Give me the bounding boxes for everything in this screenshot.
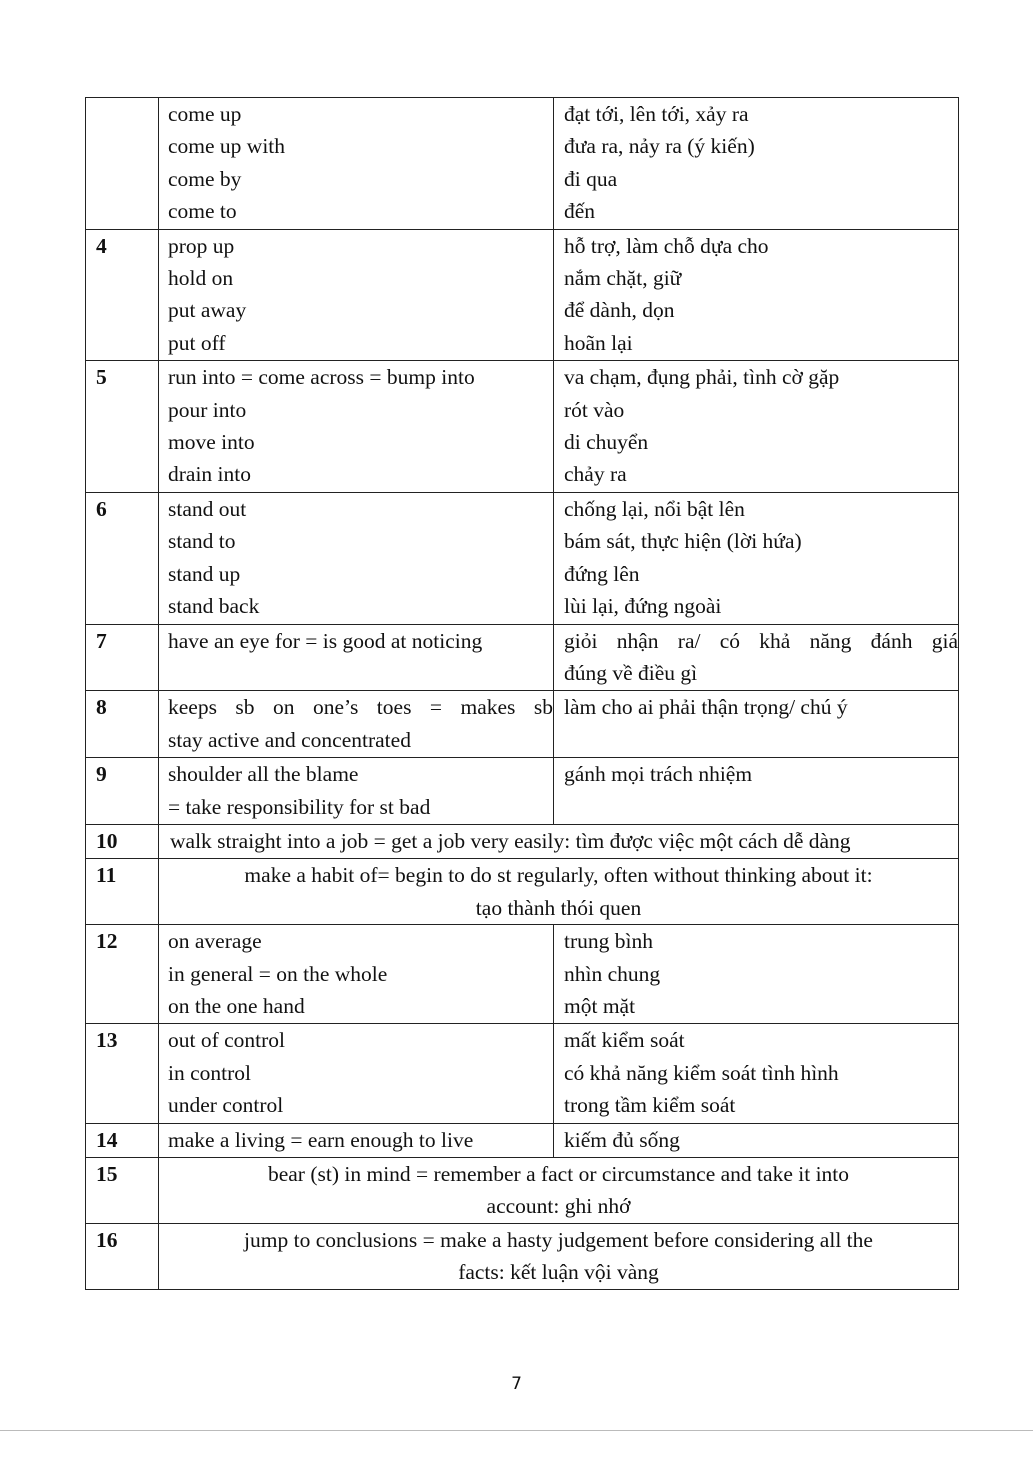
merged-definition-cell [159, 1223, 959, 1289]
row-number: 10 [86, 824, 159, 858]
english-phrase-cell [159, 1024, 554, 1123]
line-text: stay active and concentrated [168, 727, 411, 752]
table-row [86, 229, 959, 361]
line-text: bám sát, thực hiện (lời hứa) [564, 529, 802, 554]
line-text: come by [168, 166, 242, 191]
merged-definition-cell [159, 859, 959, 925]
english-phrase-cell [159, 925, 554, 1024]
vietnamese-meaning-cell [554, 624, 959, 691]
line-text: stand up [168, 561, 241, 586]
line-text: đạt tới, lên tới, xảy ra [564, 102, 749, 126]
line-text: chống lại, nổi bật lên [564, 496, 745, 521]
line-text: stand back [168, 594, 260, 619]
line-text: hoãn lại [564, 330, 633, 355]
line-text: move into [168, 430, 255, 455]
line-text: hold on [168, 266, 234, 291]
line-text: make a habit of= begin to do st regularly, often without thinking about it: [244, 863, 873, 888]
english-phrase-cell [159, 691, 554, 758]
line-text: làm cho ai phải thận trọng/ chú ý [564, 695, 848, 720]
line-text: run into = come across = bump into [168, 365, 475, 390]
row-number: 4 [86, 229, 159, 361]
line-text: đi qua [564, 166, 618, 191]
english-phrase-cell [159, 624, 554, 691]
phrasal-verb-table [85, 97, 959, 1290]
line-text: have an eye for = is good at noticing [168, 628, 483, 653]
line-text: come up [168, 102, 242, 126]
line-text: nắm chặt, giữ [564, 266, 682, 291]
english-phrase-cell [159, 758, 554, 825]
table-row [86, 1223, 959, 1289]
vietnamese-meaning-cell [554, 361, 959, 493]
line-text: trung bình [564, 929, 653, 954]
table-row [86, 361, 959, 493]
merged-definition-cell [159, 1158, 959, 1224]
line-text: put away [168, 298, 247, 323]
row-number: 12 [86, 925, 159, 1024]
line-text: kiếm đủ sống [564, 1127, 680, 1152]
line-text: keeps sb on one’s toes = makes sb [168, 695, 553, 720]
line-text: có khả năng kiểm soát tình hình [564, 1060, 839, 1085]
line-text: mất kiểm soát [564, 1028, 685, 1053]
row-number: 11 [86, 859, 159, 925]
line-text: = take responsibility for st bad [168, 794, 431, 819]
english-phrase-cell [159, 229, 554, 361]
english-phrase-cell [159, 98, 554, 230]
line-text: va chạm, đụng phải, tình cờ gặp [564, 365, 840, 390]
line-text: prop up [168, 233, 235, 258]
vietnamese-meaning-cell [554, 758, 959, 825]
line-text: đến [564, 199, 596, 224]
vietnamese-meaning-cell [554, 1123, 959, 1157]
line-text: nhìn chung [564, 961, 661, 986]
line-text: để dành, dọn [564, 298, 675, 323]
row-number: 16 [86, 1223, 159, 1289]
line-text: lùi lại, đứng ngoài [564, 594, 722, 619]
merged-definition-cell [159, 824, 959, 858]
line-text: giỏi nhận ra/ có khả năng đánh giá [564, 628, 958, 653]
page-number: 7 [511, 1374, 522, 1394]
line-text: walk straight into a job = get a job very easily: tìm được việc một cách dễ dàng [170, 828, 851, 853]
vietnamese-meaning-cell [554, 98, 959, 230]
line-text: make a living = earn enough to live [168, 1127, 474, 1152]
line-text: gánh mọi trách nhiệm [564, 762, 753, 787]
line-text: come to [168, 199, 237, 224]
line-text: đúng về điều gì [564, 660, 698, 685]
line-text: drain into [168, 462, 251, 487]
line-text: come up with [168, 134, 286, 159]
line-text: hỗ trợ, làm chỗ dựa cho [564, 233, 769, 258]
table-row [86, 492, 959, 624]
line-text: stand to [168, 529, 236, 554]
line-text: tạo thành thói quen [475, 895, 642, 920]
row-number: 5 [86, 361, 159, 493]
line-text: on the one hand [168, 993, 305, 1018]
row-number: 7 [86, 624, 159, 691]
line-text: jump to conclusions = make a hasty judgement before considering all the [244, 1227, 873, 1252]
line-text: chảy ra [564, 462, 627, 487]
line-text: rót vào [564, 397, 625, 422]
english-phrase-cell [159, 492, 554, 624]
english-phrase-cell [159, 1123, 554, 1157]
line-text: in control [168, 1060, 251, 1085]
row-number: 15 [86, 1158, 159, 1224]
line-text: account: ghi nhớ [486, 1194, 631, 1219]
line-text: put off [168, 330, 226, 355]
english-phrase-cell [159, 361, 554, 493]
row-number: 14 [86, 1123, 159, 1157]
table-row [86, 1123, 959, 1157]
table-row [86, 925, 959, 1024]
vietnamese-meaning-cell [554, 229, 959, 361]
line-text: đưa ra, nảy ra (ý kiến) [564, 134, 755, 159]
line-text: shoulder all the blame [168, 762, 359, 787]
vietnamese-meaning-cell [554, 492, 959, 624]
row-number: 8 [86, 691, 159, 758]
table-row [86, 859, 959, 925]
row-number: 6 [86, 492, 159, 624]
vietnamese-meaning-cell [554, 691, 959, 758]
line-text: in general = on the whole [168, 961, 388, 986]
line-text: under control [168, 1093, 284, 1118]
vietnamese-meaning-cell [554, 1024, 959, 1123]
line-text: pour into [168, 397, 247, 422]
table-row [86, 1158, 959, 1224]
line-text: đứng lên [564, 561, 640, 586]
table-row [86, 691, 959, 758]
line-text: facts: kết luận vội vàng [458, 1260, 659, 1285]
table-row [86, 824, 959, 858]
line-text: di chuyển [564, 430, 649, 455]
row-number: 13 [86, 1024, 159, 1123]
table-row [86, 1024, 959, 1123]
table-row [86, 758, 959, 825]
row-number [86, 98, 159, 230]
row-number: 9 [86, 758, 159, 825]
line-text: bear (st) in mind = remember a fact or circumstance and take it into [267, 1162, 850, 1186]
line-text: trong tầm kiểm soát [564, 1093, 736, 1118]
line-text: một mặt [564, 993, 636, 1018]
table-row [86, 98, 959, 230]
line-text: out of control [168, 1028, 286, 1053]
page-edge-divider [0, 1430, 1033, 1431]
line-text: stand out [168, 496, 247, 521]
table-row [86, 624, 959, 691]
vietnamese-meaning-cell [554, 925, 959, 1024]
line-text: on average [168, 929, 262, 954]
